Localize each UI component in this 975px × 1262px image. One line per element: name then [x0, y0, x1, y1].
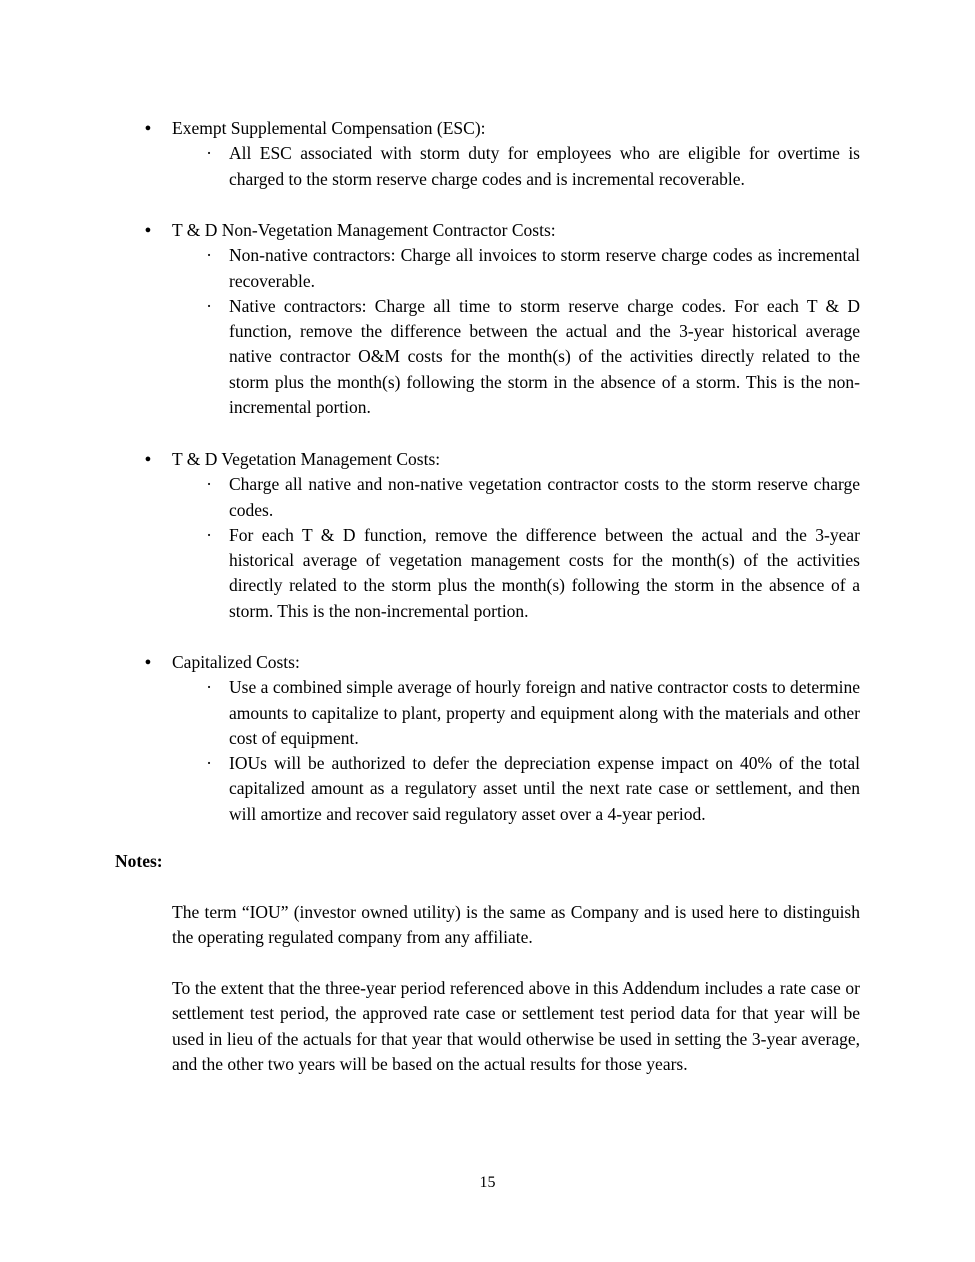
list-item [206, 523, 860, 624]
bullet-icon: ● [144, 224, 152, 236]
list-item-text: All ESC associated with storm duty for employees who are eligible for overtime is charged to the storm reserve charge codes and is incremental recoverable. [229, 143, 860, 189]
list-item [206, 294, 860, 420]
section-non-vegetation [0, 218, 975, 420]
section-title: T & D Non-Vegetation Management Contractor Costs: [172, 220, 556, 240]
notes-paragraph: The term “IOU” (investor owned utility) is the same as Company and is used here to distinguish the operating regulated company from any affiliate. [172, 902, 860, 948]
sub-bullet-icon: · [206, 474, 212, 495]
sub-bullet-icon: · [206, 143, 212, 164]
list-item-text: Non-native contractors: Charge all invoices to storm reserve charge codes as incremental recoverable. [229, 245, 860, 291]
section-vegetation [0, 447, 975, 624]
list-item [206, 751, 860, 827]
bullet-icon: ● [144, 656, 152, 668]
list-item [206, 243, 860, 294]
section-capitalized [0, 650, 975, 827]
notes-heading: Notes: [115, 851, 163, 871]
notes-paragraph: To the extent that the three-year period referenced above in this Addendum includes a rate case or settlement test period, the approved rate case or settlement test period data for that year will be used in lieu of the actuals for that year that would otherwise be used in setting the 3-year average, and the other two years will be based on the actual results for those years. [172, 978, 860, 1074]
section-title: T & D Vegetation Management Costs: [172, 449, 441, 469]
sub-bullet-icon: · [206, 295, 212, 316]
bullet-icon: ● [144, 453, 152, 465]
list-item-text: For each T & D function, remove the difference between the actual and the 3-year historical average of vegetation management costs for the month(s) of the activities directly related to the storm plus the month(s) following the storm in the absence of a storm. This is the non-incremental portion. [229, 524, 860, 621]
list-item [206, 675, 860, 751]
list-item-text: Native contractors: Charge all time to storm reserve charge codes. For each T & D function, remove the difference between the actual and the 3-year historical average native contractor O&M costs for the month(s) of the activities directly related to the storm plus the month(s) following the storm in the absence of a storm. This is the non-incremental portion. [229, 295, 860, 418]
section-esc [0, 116, 975, 192]
sub-bullet-icon: · [206, 677, 212, 698]
page-number: 15 [479, 1174, 496, 1191]
sub-bullet-icon: · [206, 753, 212, 774]
list-item-text: Use a combined simple average of hourly foreign and native contractor costs to determine amounts to capitalize to plant, property and equipment along with the materials and other cost of equipment. [229, 677, 860, 748]
list-item-text: IOUs will be authorized to defer the depreciation expense impact on 40% of the total capitalized amount as a regulatory asset until the next rate case or settlement, and then will amortize and recover said regulatory asset over a 4-year period. [229, 753, 860, 824]
section-title: Exempt Supplemental Compensation (ESC): [172, 118, 486, 138]
bullet-icon: ● [144, 122, 152, 134]
sub-bullet-icon: · [206, 245, 212, 266]
list-item [206, 141, 860, 192]
list-item [206, 472, 860, 523]
list-item-text: Charge all native and non-native vegetation contractor costs to the storm reserve charge codes. [229, 474, 860, 520]
section-title: Capitalized Costs: [172, 652, 300, 672]
sub-bullet-icon: · [206, 524, 212, 545]
